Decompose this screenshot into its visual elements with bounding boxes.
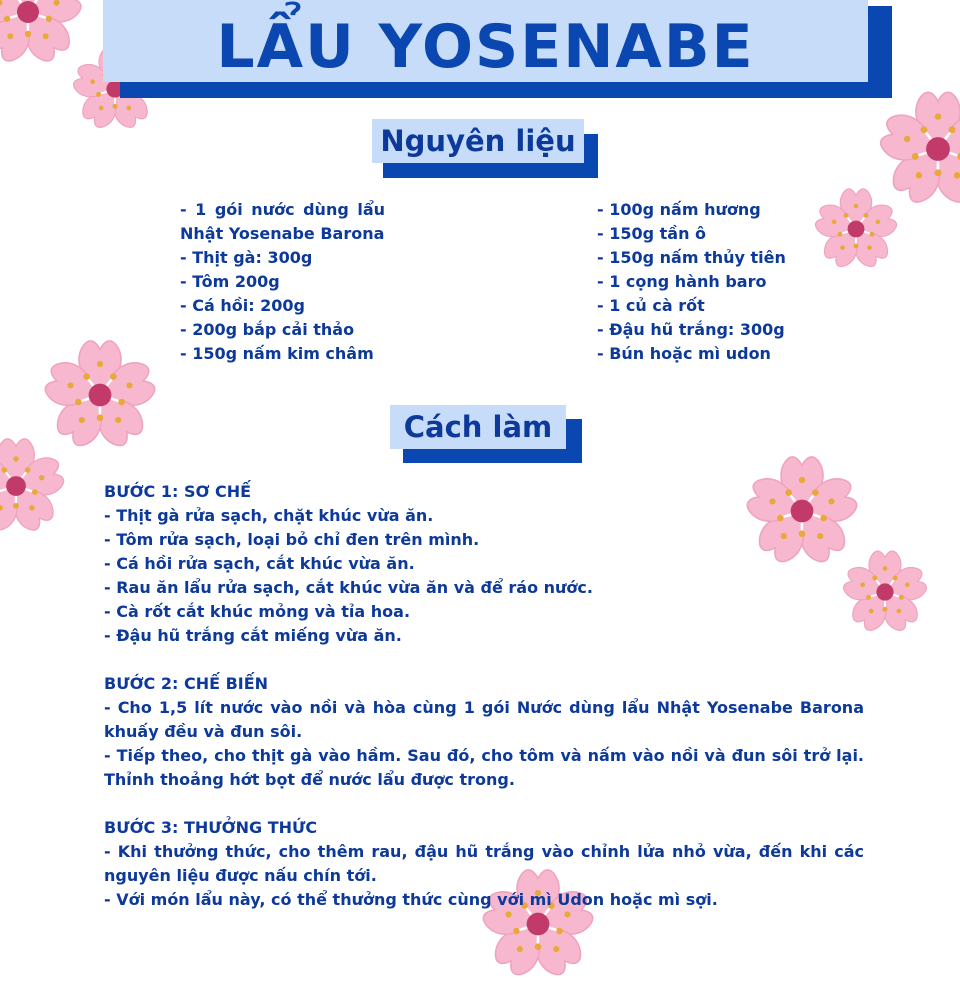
list-item: - Thịt gà: 300g	[180, 246, 385, 270]
step-line: - Thịt gà rửa sạch, chặt khúc vừa ăn.	[104, 504, 864, 528]
list-item: - Tôm 200g	[180, 270, 385, 294]
sakura-flower-icon	[0, 432, 70, 540]
list-item: - 150g tần ô	[597, 222, 827, 246]
list-item: - 200g bắp cải thảo	[180, 318, 385, 342]
method-steps	[104, 480, 864, 936]
step-2	[104, 672, 864, 792]
step-title: BƯỚC 3: THƯỞNG THỨC	[104, 816, 864, 840]
step-line: - Tiếp theo, cho thịt gà vào hầm. Sau đó, cho tôm và nấm vào nồi và đun sôi trở lại. Thỉnh thoảng hớt bọt để nước lẩu được trong.	[104, 744, 864, 792]
method-heading-box	[390, 405, 566, 449]
page-title: LẨU YOSENABE	[216, 12, 754, 82]
ingredients-heading: Nguyên liệu	[380, 124, 575, 158]
step-line: - Cà rốt cắt khúc mỏng và tỉa hoa.	[104, 600, 864, 624]
ingredients-heading-box	[372, 119, 584, 163]
step-title: BƯỚC 2: CHẾ BIẾN	[104, 672, 864, 696]
method-heading: Cách làm	[404, 410, 553, 444]
list-item: - Đậu hũ trắng: 300g	[597, 318, 827, 342]
ingredients-list-left	[180, 198, 385, 366]
list-item: - 1 cọng hành baro	[597, 270, 827, 294]
list-item: - 1 gói nước dùng lẩu Nhật Yosenabe Barona	[180, 198, 385, 246]
title-banner	[103, 0, 868, 82]
step-title: BƯỚC 1: SƠ CHẾ	[104, 480, 864, 504]
step-line: - Rau ăn lẩu rửa sạch, cắt khúc vừa ăn và để ráo nước.	[104, 576, 864, 600]
list-item: - Cá hồi: 200g	[180, 294, 385, 318]
step-line: - Cá hồi rửa sạch, cắt khúc vừa ăn.	[104, 552, 864, 576]
step-line: - Tôm rửa sạch, loại bỏ chỉ đen trên mình.	[104, 528, 864, 552]
step-1	[104, 480, 864, 648]
step-line: - Cho 1,5 lít nước vào nồi và hòa cùng 1 gói Nước dùng lẩu Nhật Yosenabe Barona khuấy đều và đun sôi.	[104, 696, 864, 744]
list-item: - Bún hoặc mì udon	[597, 342, 827, 366]
step-line: - Đậu hũ trắng cắt miếng vừa ăn.	[104, 624, 864, 648]
list-item: - 1 củ cà rốt	[597, 294, 827, 318]
list-item: - 150g nấm kim châm	[180, 342, 385, 366]
list-item: - 100g nấm hương	[597, 198, 827, 222]
step-3	[104, 816, 864, 912]
list-item: - 150g nấm thủy tiên	[597, 246, 827, 270]
step-line: - Khi thưởng thức, cho thêm rau, đậu hũ trắng vào chỉnh lửa nhỏ vừa, đến khi các nguyên liệu được nấu chín tới.	[104, 840, 864, 888]
ingredients-list-right	[597, 198, 827, 366]
step-line: - Với món lẩu này, có thể thưởng thức cùng với mì Udon hoặc mì sợi.	[104, 888, 864, 912]
